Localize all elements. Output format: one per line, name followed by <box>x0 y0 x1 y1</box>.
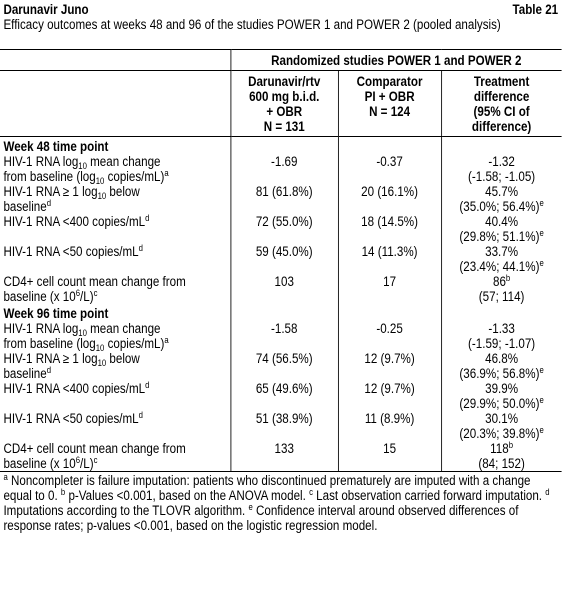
row-label: CD4+ cell count mean change from baseline (x $10^6/L)^c$ <box>3 441 186 471</box>
row-label: HIV-1 RNA <50 copies/$mL^d$ <box>3 410 143 426</box>
treatment-difference: 30.1% (20.3%; 39.8%)$^e$ <box>441 411 561 441</box>
table-number: Table 21 <box>512 2 559 17</box>
comparator-value: 18 (14.5%) <box>338 214 441 244</box>
treatment-difference: 39.9% (29.9%; 50.0%)$^e$ <box>441 381 561 411</box>
table-row <box>0 381 562 411</box>
comparator-value: 14 (11.3%) <box>338 244 441 274</box>
comparator-value: 20 (16.1%) <box>338 184 441 214</box>
section-row <box>0 304 562 321</box>
section-row <box>0 137 562 155</box>
comparator-value: 17 <box>338 274 441 304</box>
table-row <box>0 411 562 441</box>
treatment-difference: 118$^b$ (84; 152) <box>441 441 561 471</box>
treatment-difference: 86$^b$ (57; 114) <box>441 274 561 304</box>
darunavir-value: -1.69 <box>230 154 338 184</box>
comparator-value: -0.37 <box>338 154 441 184</box>
table-row <box>0 274 562 304</box>
drug-name: Darunavir Juno <box>3 2 89 17</box>
darunavir-value: 103 <box>230 274 338 304</box>
table-caption: Efficacy outcomes at weeks 48 and 96 of the studies POWER 1 and POWER 2 (pooled analysis) <box>3 17 501 32</box>
section-title: Week 48 time point <box>3 139 109 154</box>
comparator-value: 15 <box>338 441 441 471</box>
darunavir-value: 74 (56.5%) <box>230 351 338 381</box>
table-row <box>0 351 562 381</box>
row-label: HIV-1 RNA ≥ 1 $\log_{10}$ below baseline$^d$ <box>3 184 140 214</box>
comparator-value: 12 (9.7%) <box>338 381 441 411</box>
row-label: HIV-1 RNA <400 copies/$mL^d$ <box>3 380 150 396</box>
row-label: HIV-1 RNA $\log_{10}$ mean change from baseline ($\log_{10}$ copies/mL)$^a$ <box>3 154 169 186</box>
row-label: HIV-1 RNA <400 copies/$mL^d$ <box>3 213 150 229</box>
treatment-difference: 45.7% (35.0%; 56.4%)$^e$ <box>441 184 561 214</box>
footnotes: $^a$ Noncompleter is failure imputation: patients who discontinued prematurely are imputed with a change equal to 0. $^b$ p-Values <0.001, based on the ANOVA model. $^c$ Last observation carried forward imputation. $^d$ Imputations according to the TLOVR algorithm. $^e$ Confidence interval around observed differences of response rates; p-values <0.001, based on the logistic regression model. <box>0 471 562 534</box>
efficacy-table <box>0 49 562 471</box>
treatment-difference: 33.7% (23.4%; 44.1%)$^e$ <box>441 244 561 274</box>
darunavir-value: 51 (38.9%) <box>230 411 338 441</box>
treatment-difference: -1.32 (-1.58; -1.05) <box>441 154 561 184</box>
darunavir-value: 59 (45.0%) <box>230 244 338 274</box>
treatment-difference: 46.8% (36.9%; 56.8%)$^e$ <box>441 351 561 381</box>
row-label: HIV-1 RNA $\log_{10}$ mean change from baseline ($\log_{10}$ copies/mL)$^a$ <box>3 321 169 353</box>
col-header-comparator: Comparator PI + OBR N = 124 <box>338 71 441 137</box>
row-label: HIV-1 RNA ≥ 1 $\log_{10}$ below baseline$^d$ <box>3 351 140 381</box>
comparator-value: 11 (8.9%) <box>338 411 441 441</box>
darunavir-value: 72 (55.0%) <box>230 214 338 244</box>
table-row <box>0 214 562 244</box>
comparator-value: -0.25 <box>338 321 441 351</box>
row-label: CD4+ cell count mean change from baseline (x $10^6/L)^c$ <box>3 274 186 304</box>
table-row <box>0 441 562 471</box>
table-row <box>0 321 562 351</box>
column-header-row <box>0 71 562 137</box>
header-empty-cell <box>0 50 230 71</box>
table-row <box>0 244 562 274</box>
document-header <box>0 0 562 17</box>
row-label: HIV-1 RNA <50 copies/$mL^d$ <box>3 243 143 259</box>
treatment-difference: 40.4% (29.8%; 51.1%)$^e$ <box>441 214 561 244</box>
group-header: Randomized studies POWER 1 and POWER 2 <box>230 50 561 71</box>
treatment-difference: -1.33 (-1.59; -1.07) <box>441 321 561 351</box>
table-row <box>0 184 562 214</box>
table-row <box>0 154 562 184</box>
section-title: Week 96 time point <box>3 306 109 321</box>
comparator-value: 12 (9.7%) <box>338 351 441 381</box>
darunavir-value: 65 (49.6%) <box>230 381 338 411</box>
darunavir-value: 81 (61.8%) <box>230 184 338 214</box>
darunavir-value: -1.58 <box>230 321 338 351</box>
col-header-difference: Treatment difference (95% CI of difference) <box>441 71 561 137</box>
darunavir-value: 133 <box>230 441 338 471</box>
col-header-darunavir: Darunavir/rtv 600 mg b.i.d. + OBR N = 131 <box>230 71 338 137</box>
